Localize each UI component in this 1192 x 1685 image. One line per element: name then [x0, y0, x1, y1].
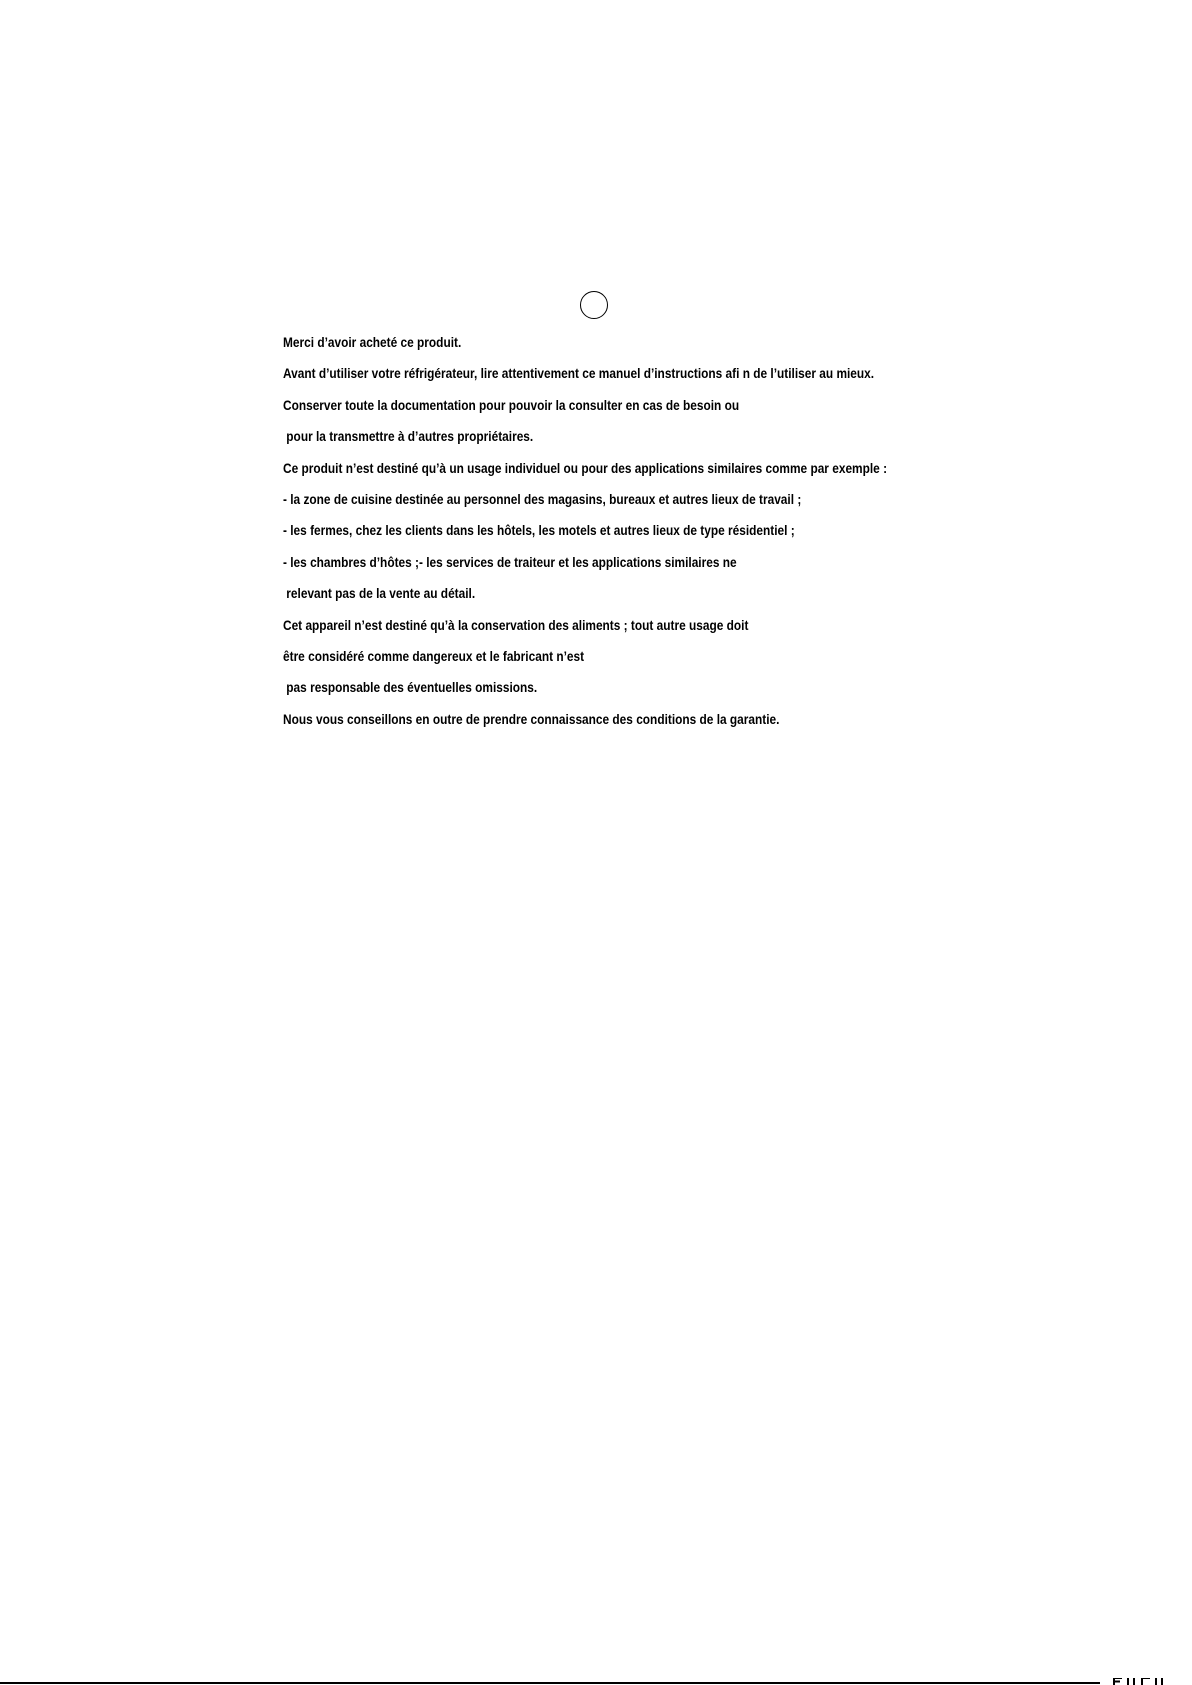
page-corner-glyph-icon — [1112, 1678, 1172, 1685]
paragraph-line: Conserver toute la documentation pour pouvoir la consulter en cas de besoin ou — [283, 397, 740, 413]
paragraph-line: - les fermes, chez les clients dans les hôtels, les motels et autres lieux de type résidentiel ; — [283, 523, 795, 539]
paragraph-line: - les chambres d’hôtes ;- les services de traiteur et les applications similaires ne — [283, 554, 737, 570]
paragraph-line: Merci d’avoir acheté ce produit. — [283, 335, 462, 350]
paragraph-line: Nous vous conseillons en outre de prendre connaissance des conditions de la garantie. — [283, 711, 780, 727]
paragraph-line: - la zone de cuisine destinée au personnel des magasins, bureaux et autres lieux de travail ; — [283, 491, 802, 507]
paragraph-line: pour la transmettre à d’autres propriétaires. — [283, 429, 534, 445]
bottom-divider — [0, 1682, 1100, 1684]
language-marker-circle-icon — [580, 291, 608, 319]
paragraph-line: Avant d’utiliser votre réfrigérateur, lire attentivement ce manuel d’instructions afi n de l’utiliser au mieux. — [283, 366, 875, 382]
intro-text-block — [283, 327, 983, 735]
paragraph-line: relevant pas de la vente au détail. — [283, 586, 476, 602]
paragraph-line: Ce produit n’est destiné qu’à un usage individuel ou pour des applications similaires comme par exemple : — [283, 460, 888, 476]
paragraph-line: être considéré comme dangereux et le fabricant n’est — [283, 648, 585, 664]
paragraph-line: Cet appareil n’est destiné qu’à la conservation des aliments ; tout autre usage doit — [283, 617, 749, 633]
paragraph-line: pas responsable des éventuelles omissions. — [283, 680, 538, 696]
